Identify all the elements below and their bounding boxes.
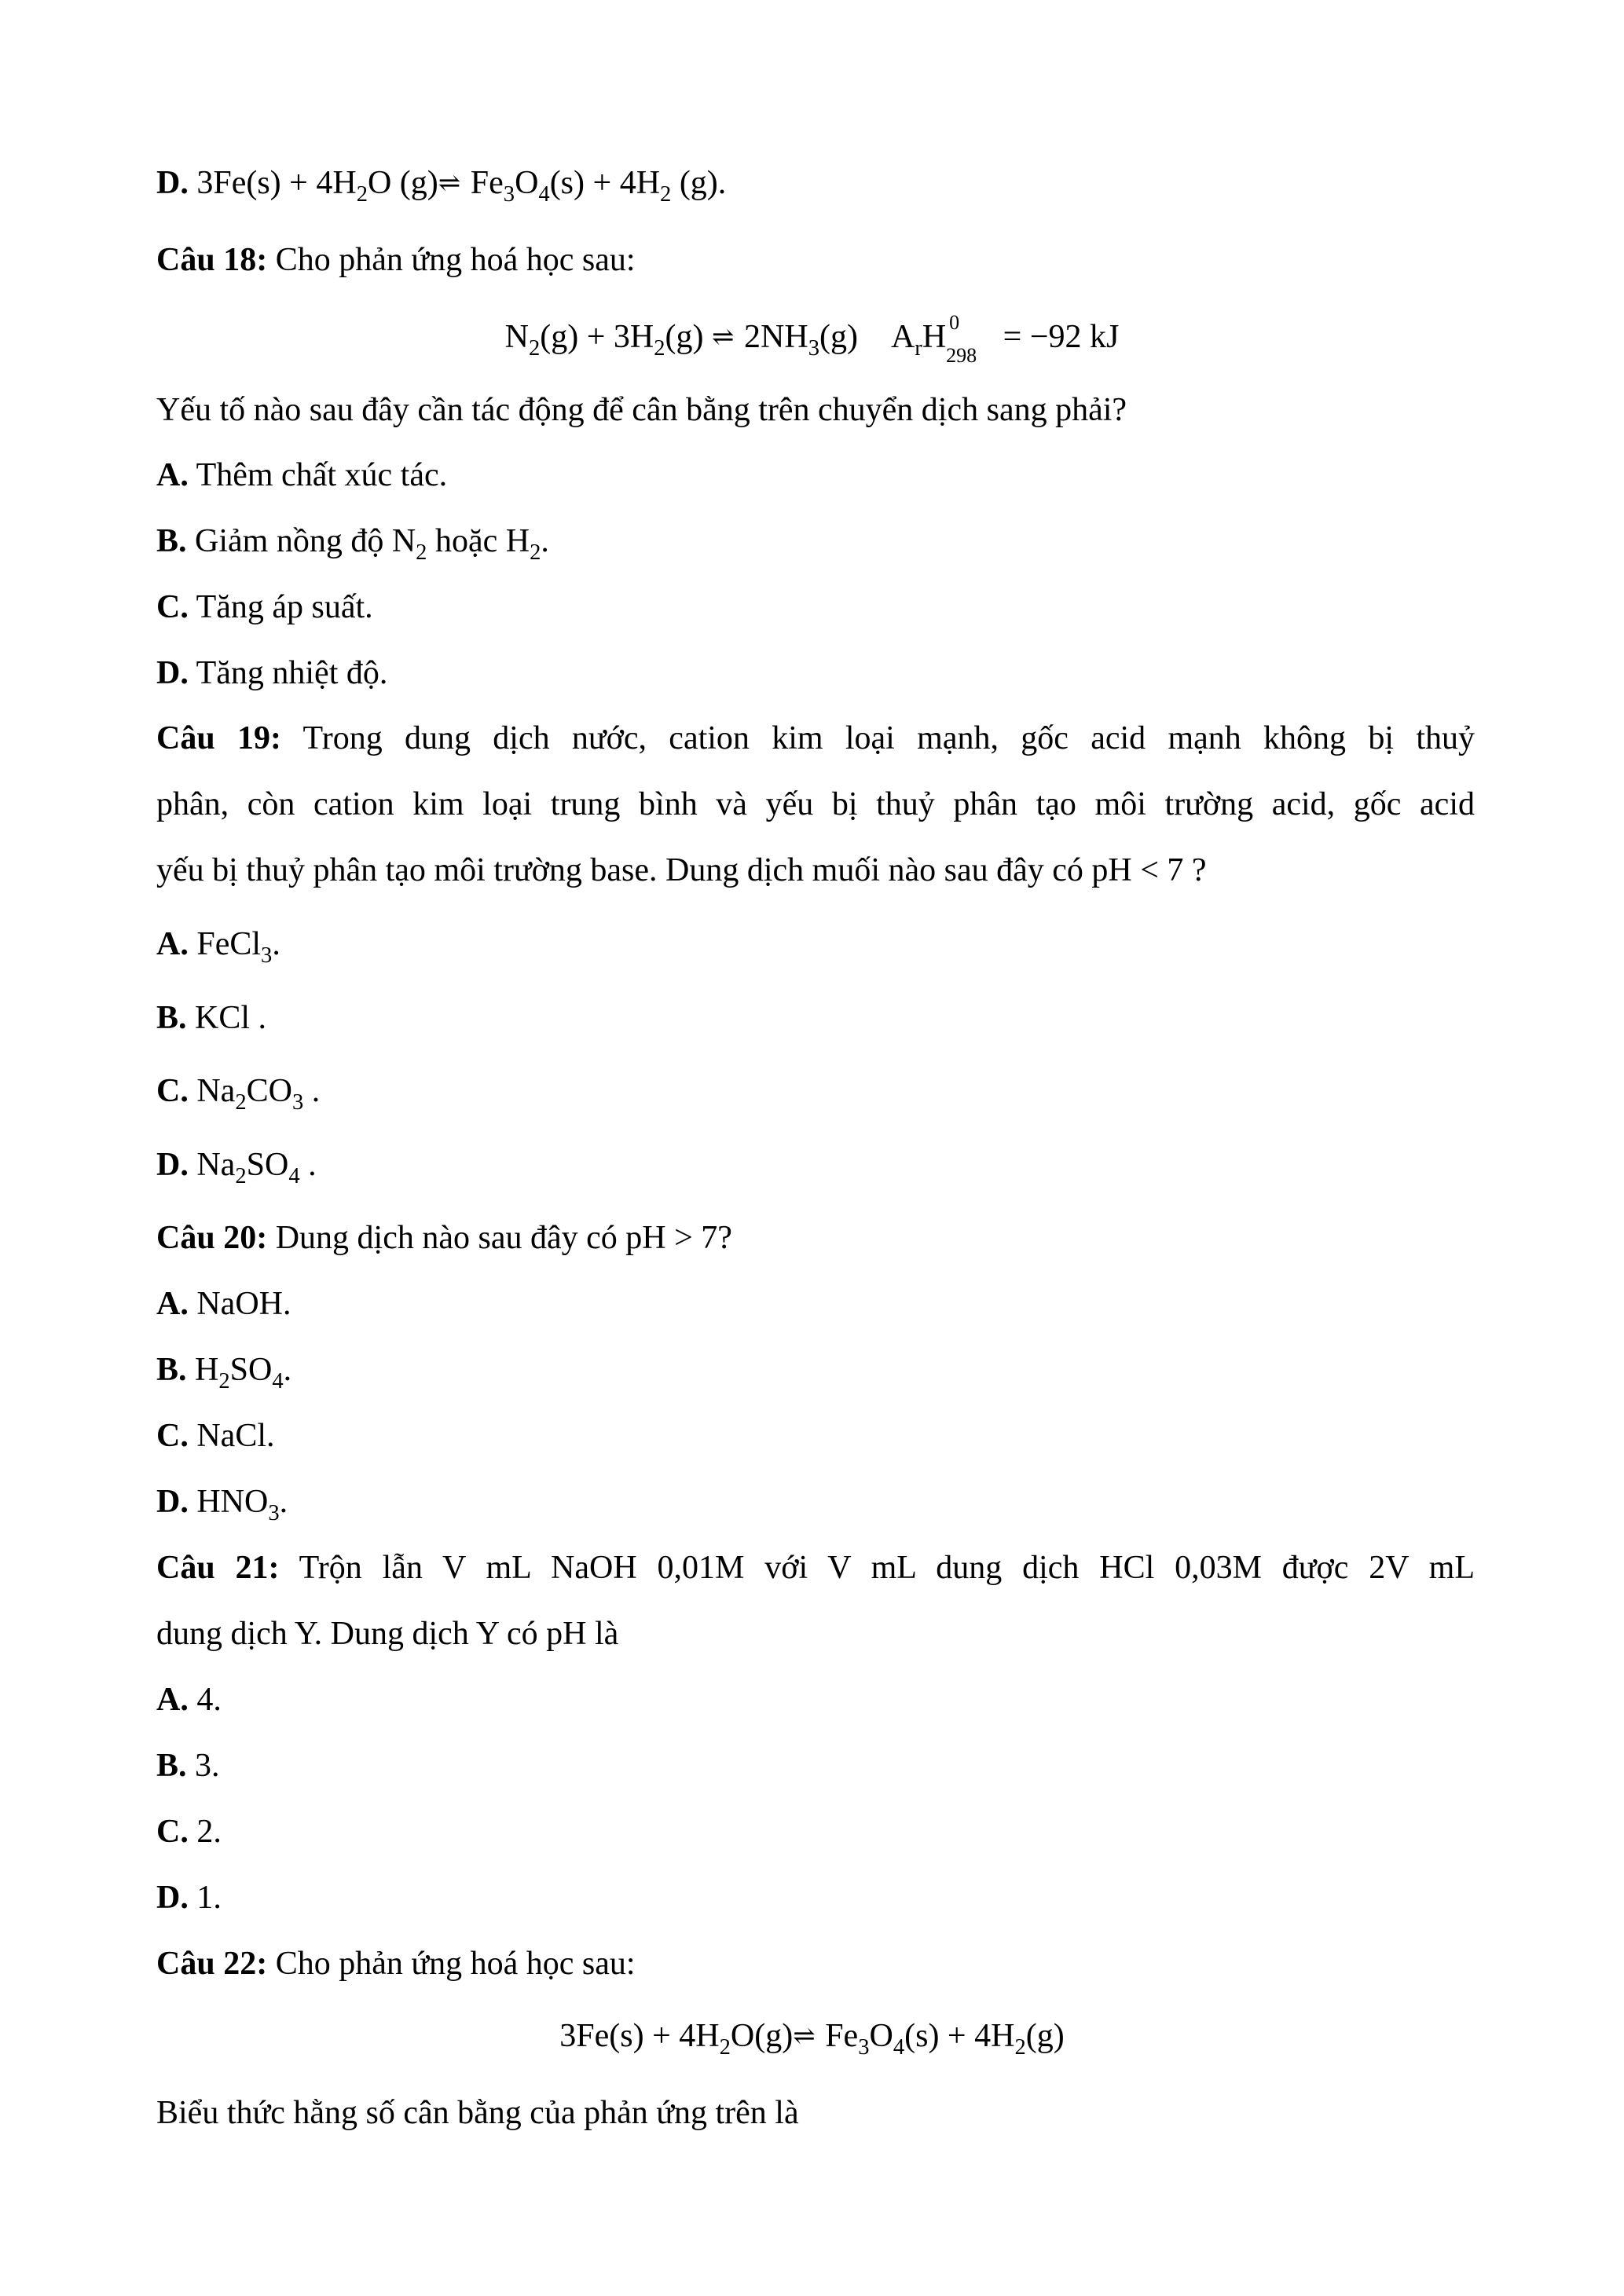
question-19-line-3: yếu bị thuỷ phân tạo môi trường base. Dung dịch muối nào sau đây có pH < 7 ? [156, 852, 1207, 888]
q21-option-c: C. 2. [156, 1814, 222, 1850]
q18-option-c: C. Tăng áp suất. [156, 589, 373, 625]
question-18-prompt: Yếu tố nào sau đây cần tác động để cân bằng trên chuyển dịch sang phải? [156, 392, 1127, 428]
equilibrium-arrow-icon: ⇌ [712, 323, 736, 352]
q19-option-d: D. $Na_2SO_4$ . [156, 1147, 317, 1188]
equilibrium-arrow-icon: ⇌ [793, 2022, 817, 2051]
q18-option-d: D. Tăng nhiệt độ. [156, 655, 388, 691]
question-18: Câu 18: Cho phản ứng hoá học sau: [156, 242, 636, 278]
question-19-line-1: Câu 19: Trong dung dịch nước, cation kim loại mạnh, gốc acid mạnh không bị thuỷ [156, 720, 1475, 756]
question-21-line-1: Câu 21: Trộn lẫn V mL NaOH 0,01M với V mL dung dịch HCl 0,03M được 2V mL [156, 1550, 1475, 1586]
q20-option-a: A. NaOH. [156, 1286, 291, 1322]
equation-22: $3Fe(s) + 4H_2O(g)\rightleftharpoons$ $Fe_3O_4(s) + 4H_2(g)$ [559, 2018, 1065, 2060]
question-20: Câu 20: Dung dịch nào sau đây có pH > 7? [156, 1220, 732, 1256]
equation-18: $N_2(g) + 3H_2(g)$ ⇌ $2NH_3(g)$ $A_rH$ 0 298 = −92 kJ [504, 311, 1120, 367]
question-22: Câu 22: Cho phản ứng hoá học sau: [156, 1946, 636, 1982]
question-19-line-2: phân, còn cation kim loại trung bình và yếu bị thuỷ phân tạo môi trường acid, gốc acid [156, 786, 1475, 822]
q20-option-b: B. $H_2SO_4$. [156, 1352, 292, 1393]
question-21-line-2: dung dịch Y. Dung dịch Y có pH là [156, 1616, 619, 1652]
q19-option-a: A. FeCl$_3$. [156, 926, 280, 968]
q20-option-d: D. $HNO_3$. [156, 1484, 288, 1525]
q19-option-b: B. KCl . [156, 1000, 267, 1036]
question-22-prompt: Biểu thức hằng số cân bằng của phản ứng trên là [156, 2095, 799, 2131]
q18-option-b: B. Giảm nồng độ $N_2$ hoặc $H_2$. [156, 523, 549, 565]
equilibrium-arrow-icon: ⇌ [438, 169, 463, 198]
q21-option-a: A. 4. [156, 1682, 222, 1718]
q18-option-a: A. Thêm chất xúc tác. [156, 457, 448, 493]
q19-option-c: C. $Na_2CO_3$ . [156, 1073, 321, 1115]
q20-option-c: C. NaCl. [156, 1418, 275, 1454]
q21-option-d: D. 1. [156, 1880, 222, 1916]
q21-option-b: B. 3. [156, 1748, 220, 1784]
option-d-previous: D. $3Fe(s) + 4H_2O$ (g)⇌ $Fe_3O_4(s) + 4H_2$ (g). [156, 165, 727, 207]
